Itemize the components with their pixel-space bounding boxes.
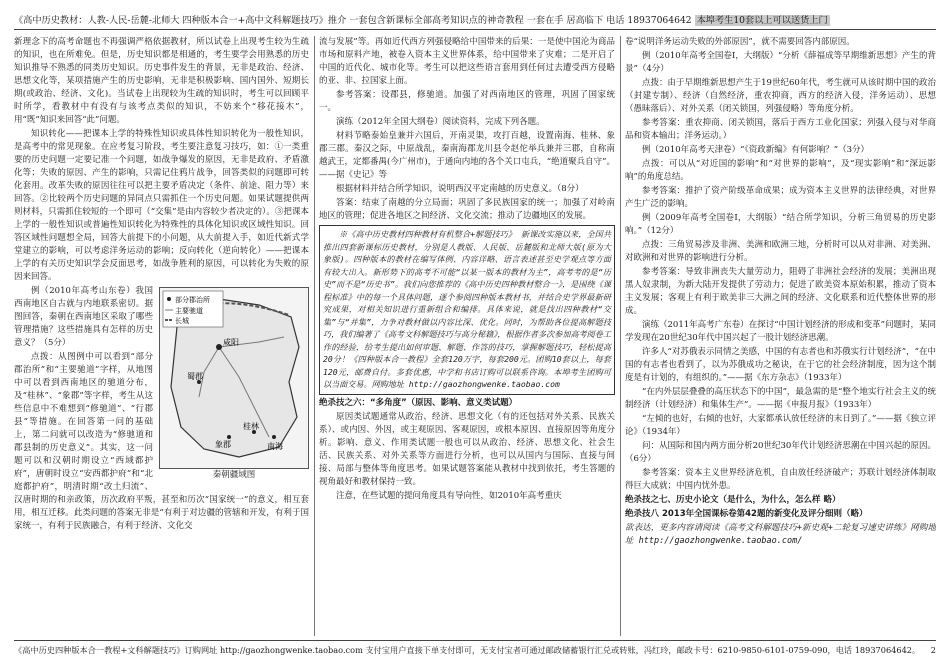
- paragraph: 知识转化——把课本上学的特殊性知识或具体性知识转化为一般性知识，是高考中的常见现象。在应考复习阶段，考生要注意复习技巧，如：①一类重要的历史问题一定要记准一个问题，如战争爆发的原因，无非是政府、矛盾激化等；失败的原因、产生的影响，只需记住鸦片战争，回答类似的问题即可转化套用。改革失败的原因往往可以把主要矛盾决定（条件、前途、阻力等）来回答。②比较两个历史问题的异同点只需抓住一个历史问题。如果试题提供两则材料，只需抓住较短的一个即可（“交集”是由内容较少者决定的）。③把课本上学的一般性知识或普遍性知识转化为特殊性的具体化知识或区域性知识。回答区域性问题想全局，回答大前提下的小问题，从大前提入手，如近代新式学堂建立的影响，可以考虑洋务运动的影响；反向转化（逆向转化）——把课本上学的有关历史知识学会反面思考，如战争胜利的原因，可以转化为失败的原因来回答。: [14, 129, 309, 282]
- paragraph: 根据材料并结合所学知识，说明西汉平定南越的历史意义。（8分）: [336, 184, 584, 194]
- paragraph: 例（2009年高考全国卷Ⅰ，大纲版）“结合所学知识，分析三角贸易的历史影响。”（12分）: [625, 213, 936, 236]
- column-middle: [319, 36, 615, 636]
- legend-label: 长城: [175, 317, 189, 325]
- map-caption: 秦朝疆域图: [212, 470, 256, 480]
- paragraph: 许多人“对苏俄表示同情之美感，中国的有志者也和苏俄实行计划经济”，“在中国的有志者也看到了，以为苏俄成功之秘诀，在于它的社会经济制度，因为这个制度是有计划的，有组织的。”——据《东方杂志》（1933年）: [625, 347, 936, 383]
- paragraph: 点拨：从图例中可以看到“部分郡治所”和“主要驰道”字样，从地图中可以看到西南地区的驰道分布，及“桂林”、“象郡”等字样，考生从这些信息中不难想到“修驰道”、“行郡县”等措施。在回答第一问的基础上，第二问就可以改造为“修驰道和郡县制的历史意义”。其实，这一问题可以和汉朝时期设立“西域都护府”，唐朝时设立“安西都护府”和“北庭都护府”，明清时期“改土归流”、汉唐时期的和亲政策，历次政府平叛，甚至和历次“国家统一”的意义，相互套用，相互迁移。此类问题的答案无非是“有利于对边疆的管辖和开发，有利于国家统一，有利于民族融合，有利于经济、文化交: [14, 352, 309, 531]
- paragraph: 演练（2012年全国大纲卷）阅读资料，完成下列各题。: [336, 117, 545, 127]
- map-label: 象郡: [215, 440, 231, 449]
- paragraph: 材料节略泰始皇兼并六国后，开南灵渠，攻打百越，设置南海、桂林、象郡三郡。秦汉之际，中原战乱，秦南海郡龙川县令赵佗举兵兼并三郡，自称南越武王，定都番禺(今广州市)，于通向内地的各个关口屯兵，“绝道聚兵自守”。——据《史记》等: [319, 131, 615, 180]
- section-title: 绝杀技之六：“多角度”（原因、影响、意义类试题）: [319, 397, 518, 408]
- paragraph: 点拨：可以从“对近国的影响”和“对世界的影响”，及“现实影响”和“深远影响”的角度总结。: [625, 159, 936, 182]
- header-text: 《高中历史教材：人教-人民-岳麓-北师大 四种版本合一+高中文科解题技巧》推介 一套包含新课标全部高考知识点的神奇教程 一套在手 居高临下 电话 18937064642: [14, 15, 692, 26]
- paragraph: 原因类试题通常从政治、经济、思想文化（有的还包括对外关系、民族关系）、或内因、外因，或主观原因、客观原因，或根本原因、直接原因等角度分析。影响、意义、作用类试题一般也可以从政治、经济、思想文化、社会生活、民族关系、对外关系等方面进行分析，也可以从国内与国际、直接与间接、局部与整体等角度思考。如果试题答案能从教材中找到依托，考生答题的视角最好和教材保持一致。: [319, 411, 615, 487]
- paragraph: 例（2010年高考山东卷）我国西南地区自古就与内地联系密切。据图回答，秦朝在西南地区采取了哪些管理措施？这些措施具有怎样的历史意义？（5分）: [14, 286, 153, 348]
- paragraph: 点拨：三角贸易涉及非洲、美洲和欧洲三地，分析时可以从对非洲、对美洲、对欧洲和对世界的影响进行分析。: [625, 240, 936, 263]
- page-footer: [14, 640, 936, 656]
- paragraph: 注意，在些试题的提问角度具有导向性，如2010年高考重庆: [336, 490, 562, 501]
- column-right: [625, 36, 936, 636]
- map-label: 桂林: [243, 422, 259, 431]
- paragraph: 参考答案：设郡县，修驰道。加强了对西南地区的管理，巩固了国家统一。: [319, 90, 615, 113]
- paragraph: 例（2010年高考天津卷）“《资政新编》有何影响？”（3分）: [642, 145, 869, 155]
- paragraph: 参考答案：推护了资产阶级革命成果；成为资本主义世界的法律经典，对世界产生广泛的影响。: [625, 186, 936, 209]
- paragraph: “在内外层层叠叠的高压状态下的中国”，最急需的是“整个地实行社会主义的统制经济（计划经济）和集体生产”。——据《申报月报》（1933年）: [625, 387, 936, 410]
- section-title: 绝杀技八 2013年全国课标卷第42题的新变化及评分细则（略）: [625, 509, 868, 519]
- qin-map: [159, 287, 309, 469]
- page-number: 2: [930, 645, 936, 655]
- legend-label: 主要驰道: [175, 307, 203, 315]
- section-title: 绝杀技之七、历史小论文（是什么，为什么，怎么样 略）: [625, 495, 841, 505]
- column-divider: [314, 36, 315, 636]
- promo-text: ※《高中历史教材四种教材有机整合+解题技巧》 新课改实施以来，全国共推出四套新课标历史教材，分别是人教版、人民版、岳麓版和北师大版(原为大象版)。四种版本的教材在编写体例、内容详略、语言表述甚至史学观点等方面有较大出入。新形势下的高考不可能“以某一版本的教材为主”，高考考的是“历史”而不是“历史书”。我们向您推荐的《高中历史四种教材整合一》，是围绕《课程标准》中的每一个具体问题，逐个参阅四种版本教材书，并结合史学界最新研究成果，对相关知识进行重新组合和编排。具体来说，就是找出四种教材“交集”与“并集”，力争对教材做以内容比深、优化。同时，为帮助各位提高解题技巧，我们编著了《高考文科解题技巧与高分秘籍》，根据作者多次参加高考阅卷工作的经验，给考生提出如何审题、解题、作答的技巧，掌握解题技巧，轻松提高20分！《四种版本合一教程》全套120万字，每套200元。团购10套以上，每套120元，邮费自付。多套优惠，中学和书店订购可以联系咨询。本埠考生团购可以当面交易。网购地址 http://gaozhongwenke.taobao.com: [323, 229, 611, 389]
- paragraph: 参考答案：资本主义世界经济危机，自由放任经济破产；苏联计划经济体制取得巨大成就；中国内忧外患。: [625, 468, 936, 491]
- header-highlight: 本埠考生10套以上可以送货上门: [696, 15, 828, 26]
- footer-text: 《高中历史四种版本合一教程+文科解题技巧》订购网址 http://gaozhongwenke.taobao.com 支付宝用户直接下单支付即可，无支付宝者可通过邮政储蓄银行汇兑或转账，冯红玲，邮政卡号：6210-9850-6101-0759-090，电话 18937064642。: [14, 645, 921, 655]
- paragraph: 答案：结束了南越的分立局面；巩固了多民族国家的统一；加强了对岭南地区的管理；促进各地区之间经济、文化交流；推动了边疆地区的发展。: [319, 198, 615, 221]
- paragraph: 问：从国际和国内两方面分析20世纪30年代计划经济思潮在中国兴起的原因。（6分）: [625, 441, 936, 464]
- promo-box: [319, 225, 615, 395]
- map-label: 南海: [267, 442, 283, 451]
- legend-label: 部分郡治所: [175, 296, 210, 304]
- paragraph: 新理念下的高考命题也不再强调严格依据教材，所以试卷上出现考生较为生疏的知识，也在所难免。但是，历史知识都是相通的，考生要学会用熟悉的历史知识推导不熟悉的同类历史知识。历史事件发生的背景，无非是政治、经济、思想文化等，某项措施产生的历史影响，无非是积极影响、国内国外、短期长期(或政治、经济、文化)。当试卷上出现较为生疏的知识时，考生可以回顾平时所学，看教材中有没有与该考点类似的知识，不妨来个“移花接木”，用“既”知识来回答“此”问题。: [14, 37, 309, 125]
- paragraph: “左倾的也好，右倾的也好，大家都承认放任经济的末日到了。”——据《独立评论》（1934年）: [625, 414, 936, 437]
- paragraph: 例（2010年高考全国卷Ⅰ，大纲版）“分析《薛福成等早期维新思想》产生的背景”（4分）: [625, 51, 936, 74]
- column-left: [14, 36, 309, 636]
- paragraph: 流与发展”等。再如近代西方列强侵略给中国带来的后果：一是使中国沦为商品市场和原料产地，被卷入资本主义世界体系，给中国带来了灾难；二是开启了中国的近代化、城市化等。考生可以把这些语言套用到任何过去遭受西方侵略的亚、非、拉国家上面。: [319, 37, 615, 86]
- page-header: [14, 14, 936, 30]
- paragraph: 点拨：由于早期维新思想产生于19世纪60年代，考生就可从该时期中国的政治（封建专制）、经济（自然经济，重农抑商，西方的经济入侵，洋务运动）、思想（愚昧落后）、对外关系（闭关锁国，列强侵略）等角度分析。: [625, 78, 936, 114]
- column-divider: [620, 36, 621, 636]
- map-label: 咸阳: [223, 338, 239, 347]
- paragraph: 卷“说明洋务运动失败的外部原因”，就不需要回答内部原因。: [625, 37, 855, 47]
- promo-note: 欲表达，更多内容请阅读《高考文科解题技巧+新史观+二轮复习速史讲练》网购地址 http://gaozhongwenke.taobao.com/: [625, 523, 936, 546]
- qin-map-figure: [159, 287, 309, 483]
- paragraph: 参考答案：导致非洲丧失大量劳动力，阻碍了非洲社会经济的发展；美洲出现黑人奴隶制，为新大陆开发提供了劳动力；促进了欧美资本原始积累，推动了资本主义发展；客观上有利于欧美非三大洲之间的经济、文化联系和近代整体世界的形成。: [625, 267, 936, 316]
- paragraph: 参考答案：重农抑商、闭关锁国，落后于西方工业化国家；列强入侵与对华商品和资本输出；洋务运动。）: [625, 118, 936, 141]
- map-label: 蜀郡: [187, 372, 203, 381]
- paragraph: 演练（2011年高考广东卷）在探讨“中国计划经济的形成和变革”问题时，某同学发现在20世纪30年代中国兴起了一股计划经济思潮。: [625, 320, 936, 343]
